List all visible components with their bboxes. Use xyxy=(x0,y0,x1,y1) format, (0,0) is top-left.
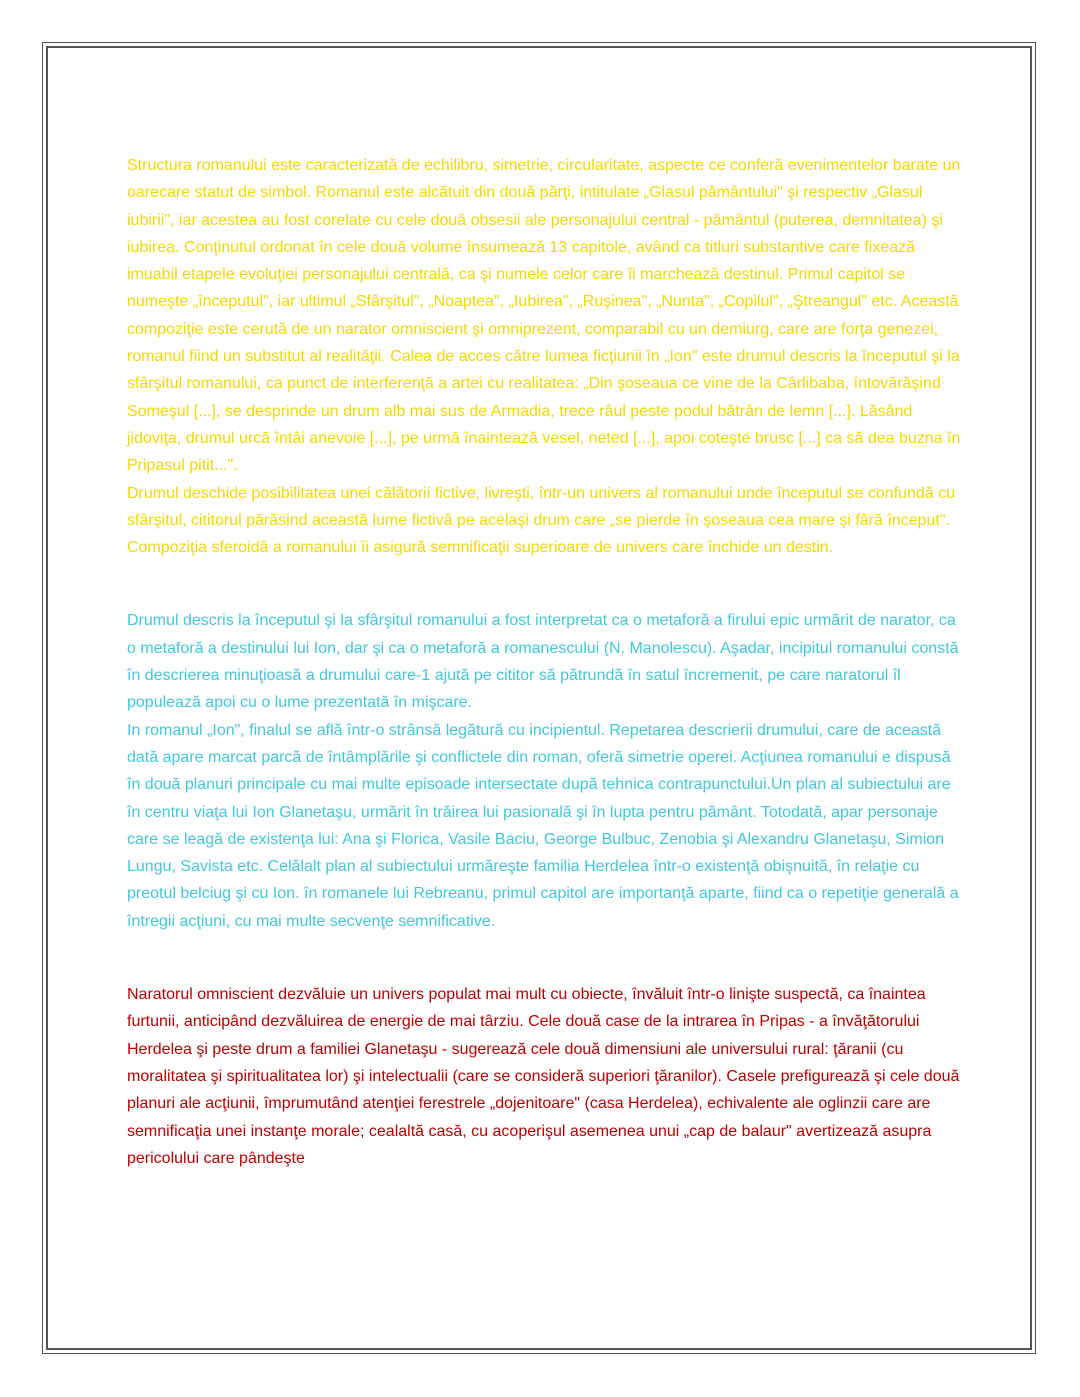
paragraph-structure: Structura romanului este caracterizată de echilibru, simetrie, circularitate, aspecte ce conferă evenimentelor barate un oarecare statut de simbol. Romanul este alcătuit din două părţi, intitulate „Glasul pământului" şi respectiv „Glasul iubirii", iar acestea au fost corelate cu cele două obsesii ale personajului central - pământul (puterea, demnitatea) şi iubirea. Conţinutul ordonat în cele două volume însumează 13 capitole, având ca titluri substantive care fixează imuabil etapele evoluţiei personajului centrală, ca şi numele celor care îi marchează destinul. Primul capitol se numeşte „începutul", iar ultimul „Sfârşitul", „Noaptea", „Iubirea", „Ruşinea", „Nunta", „Copilul", „Ştreangul" etc. Această compoziţie este cerută de un narator omniscient şi omniprezent, comparabil cu un demiurg, care are forţa genezei, romanul fiind un substitut al realităţii. Calea de acces către lumea ficţiunii în „Ion" este drumul descris la începutul şi la sfârşitul romanului, ca punct de interferenţă a artei cu realitatea: „Din şoseaua ce vine de la Cârlibaba, întovărăşind Someşul [...], se desprinde un drum alb mai sus de Armadia, trece râul peste podul bătrân de lemn [...]. Lăsând jidoviţa, drumul urcă întâi anevoie [...], pe urmă înaintează vesel, neted [...], apoi coteşte brusc [...] ca să dea buzna în Pripasul pitit...". Drumul deschide posibilitatea unei călătorii fictive, livreşti, într-un univers al romanului unde începutul se confundă cu sfârşitul, cititorul părăsind această lume fictivă pe acelaşi drum care „se pierde în şoseaua cea mare şi fără început". Compoziţia sferoidă a romanului îi asigură semnificaţii superioare de univers care închide un destin. xyxy=(127,157,961,557)
paragraph-narrator: Naratorul omniscient dezvăluie un univers populat mai mult cu obiecte, învăluit într-o linişte suspectă, ca înaintea furtunii, anticipând dezvăluirea de energie de mai târziu. Cele două case de la intrarea în Pripas - a învăţătorului Herdelea şi peste drum a familiei Glanetaşu - sugerează cele două dimensiuni ale universului rural: ţăranii (cu moralitatea şi spiritualitatea lor) şi intelectualii (care se consideră superiori ţăranilor). Casele prefigurează şi cele două planuri ale acţiunii, împrumutând atenţiei ferestrele „dojenitoare" (casa Herdelea), echivalente ale oglinzii care are semnificaţia unei instanţe morale; cealaltă casă, cu acoperişul asemenea unui „cap de balaur" avertizează asupra pericolului care pândeşte xyxy=(127,986,960,1167)
document-body xyxy=(127,152,962,1172)
paragraph-road-metaphor: Drumul descris la începutul şi la sfârşitul romanului a fost interpretat ca o metaforă a firului epic urmărit de narator, ca o metaforă a destinului lui Ion, dar şi ca o metaforă a romanescului (N. Manolescu). Aşadar, incipitul romanului constă în descrierea minuţioasă a drumului care-1 ajută pe cititor să pătrundă în satul încremenit, pe care naratorul îl populează apoi cu o lume prezentată în mişcare. In romanul „Ion", finalul se află într-o strânsă legătură cu incipientul. Repetarea descrierii drumului, care de această dată apare marcat parcă de întâmplările şi conflictele din roman, oferă simetrie operei. Acţiunea romanului e dispusă în două planuri principale cu mai multe episoade intersectate după tehnica contrapunctului.Un plan al subiectului are în centru viaţa lui Ion Glanetaşu, urmărit în trăirea lui pasională şi în lupta pentru pământ. Totodată, apar personaje care se leagă de existenţa lui: Ana şi Florica, Vasile Baciu, George Bulbuc, Zenobia şi Alexandru Glanetaşu, Simion Lungu, Savista etc. Celălalt plan al subiectului urmăreşte familia Herdelea într-o existenţă obişnuită, în relaţie cu preotul belciug şi cu Ion. în romanele lui Rebreanu, primul capitol are importanţă aparte, fiind ca o repetiţie generală a întregii acţiuni, cu mai multe secvenţe semnificative. xyxy=(127,612,959,930)
